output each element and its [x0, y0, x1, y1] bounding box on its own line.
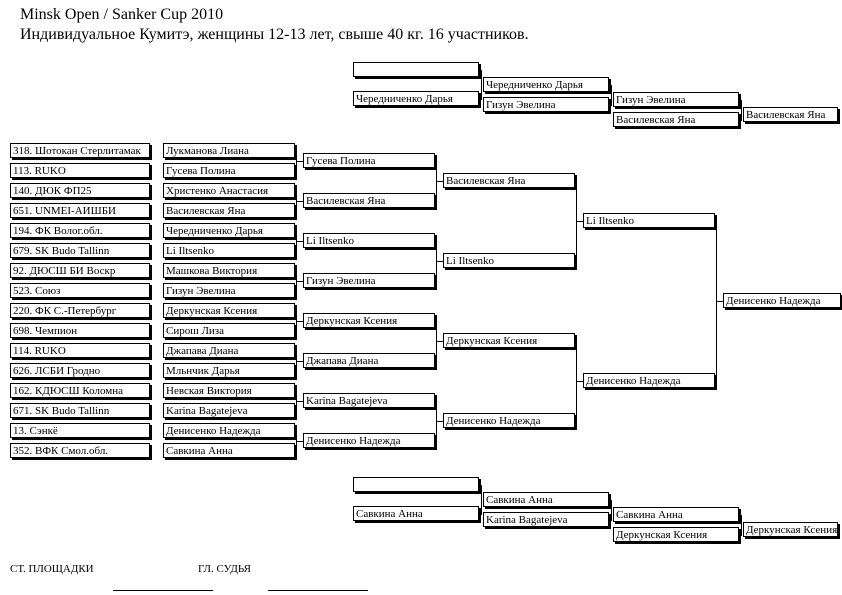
bracket-connector	[576, 381, 583, 382]
page-subtitle: Индивидуальное Кумитэ, женщины 12-13 лет, свыше 40 кг. 16 участников.	[20, 26, 529, 43]
repechage-slot: Савкина Анна	[613, 507, 739, 522]
round2-athlete: Karina Bagatejeva	[303, 393, 435, 408]
club-entry: 626. ЛСБИ Гродно	[10, 363, 150, 378]
club-entry: 92. ДЮСШ БИ Воскр	[10, 263, 150, 278]
repechage-connector	[481, 70, 482, 100]
round3-athlete: Василевская Яна	[443, 173, 575, 188]
club-entry: 318. Шотокан Стерлитамак	[10, 143, 150, 158]
repechage-slot: Чередниченко Дарья	[483, 77, 609, 92]
repechage-slot	[353, 477, 479, 492]
round3-athlete: Деркунская Ксения	[443, 333, 575, 348]
club-entry: 114. RUKO	[10, 343, 150, 358]
repechage-connector	[611, 85, 612, 106]
bracket-connector	[296, 241, 303, 242]
round1-athlete: Машкова Виктория	[163, 263, 295, 278]
round2-athlete: Гусева Полина	[303, 153, 435, 168]
round1-athlete: Гизун Эвелина	[163, 283, 295, 298]
round3-athlete: Денисенко Надежда	[443, 413, 575, 428]
round4-athlete: Денисенко Надежда	[583, 373, 715, 388]
bracket-connector	[296, 401, 303, 402]
bracket-connector	[296, 201, 303, 202]
bracket-connector	[436, 341, 443, 342]
club-entry: 651. UNMEI-АИШБИ	[10, 203, 150, 218]
round4-athlete: Li Iltsenko	[583, 213, 715, 228]
round2-athlete: Василевская Яна	[303, 193, 435, 208]
repechage-connector	[741, 100, 742, 121]
bracket-connector	[296, 321, 303, 322]
bracket-connector	[576, 221, 583, 222]
bracket-connector	[436, 261, 443, 262]
round1-athlete: Лукманова Лиана	[163, 143, 295, 158]
page-title: Minsk Open / Sanker Cup 2010	[20, 6, 224, 23]
chief-judge-label: ГЛ. СУДЬЯ	[198, 563, 251, 575]
bracket-connector	[296, 161, 303, 162]
site-judge-signature-line	[113, 590, 213, 591]
round1-athlete: Невская Виктория	[163, 383, 295, 398]
round1-athlete: Чередниченко Дарья	[163, 223, 295, 238]
round2-athlete: Li Iltsenko	[303, 233, 435, 248]
repechage-slot: Гизун Эвелина	[613, 92, 739, 107]
club-entry: 698. Чемпион	[10, 323, 150, 338]
club-entry: 671. SK Budo Tallinn	[10, 403, 150, 418]
repechage-connector	[481, 485, 482, 515]
final-winner: Денисенко Надежда	[723, 293, 841, 308]
round1-athlete: Karina Bagatejeva	[163, 403, 295, 418]
repechage-slot: Василевская Яна	[613, 112, 739, 127]
repechage-winner: Василевская Яна	[743, 107, 838, 122]
repechage-slot: Савкина Анна	[483, 492, 609, 507]
round2-athlete: Денисенко Надежда	[303, 433, 435, 448]
bracket-connector	[296, 281, 303, 282]
round2-athlete: Джапава Диана	[303, 353, 435, 368]
club-entry: 140. ДЮК ФП25	[10, 183, 150, 198]
club-entry: 194. ФК Волог.обл.	[10, 223, 150, 238]
bracket-connector	[296, 361, 303, 362]
repechage-slot: Деркунская Ксения	[613, 527, 739, 542]
round1-athlete: Джапава Диана	[163, 343, 295, 358]
repechage-winner: Деркунская Ксения	[743, 522, 838, 537]
chief-judge-signature-line	[268, 590, 368, 591]
bracket-connector	[296, 441, 303, 442]
bracket-connector	[716, 301, 723, 302]
repechage-slot: Савкина Анна	[353, 506, 479, 521]
bracket-connector	[436, 181, 443, 182]
repechage-slot: Чередниченко Дарья	[353, 91, 479, 106]
round1-athlete: Денисенко Надежда	[163, 423, 295, 438]
round2-athlete: Гизун Эвелина	[303, 273, 435, 288]
round2-athlete: Деркунская Ксения	[303, 313, 435, 328]
round1-athlete: Деркунская Ксения	[163, 303, 295, 318]
club-entry: 13. Сэнкё	[10, 423, 150, 438]
club-entry: 220. ФК С.-Петербург	[10, 303, 150, 318]
repechage-slot: Гизун Эвелина	[483, 97, 609, 112]
repechage-slot	[353, 62, 479, 77]
round1-athlete: Li Iltsenko	[163, 243, 295, 258]
repechage-slot: Karina Bagatejeva	[483, 512, 609, 527]
club-entry: 113. RUKO	[10, 163, 150, 178]
repechage-connector	[611, 500, 612, 521]
round1-athlete: Савкина Анна	[163, 443, 295, 458]
round3-athlete: Li Iltsenko	[443, 253, 575, 268]
round1-athlete: Мльнчик Дарья	[163, 363, 295, 378]
club-entry: 523. Союз	[10, 283, 150, 298]
round1-athlete: Василевская Яна	[163, 203, 295, 218]
round1-athlete: Сирош Лиза	[163, 323, 295, 338]
repechage-connector	[741, 515, 742, 536]
round1-athlete: Христенко Анастасия	[163, 183, 295, 198]
bracket-connector	[436, 421, 443, 422]
club-entry: 679. SK Budo Tallinn	[10, 243, 150, 258]
round1-athlete: Гусева Полина	[163, 163, 295, 178]
site-judge-label: СТ. ПЛОЩАДКИ	[10, 563, 94, 575]
club-entry: 352. ВФК Смол.обл.	[10, 443, 150, 458]
club-entry: 162. КДЮСШ Коломна	[10, 383, 150, 398]
